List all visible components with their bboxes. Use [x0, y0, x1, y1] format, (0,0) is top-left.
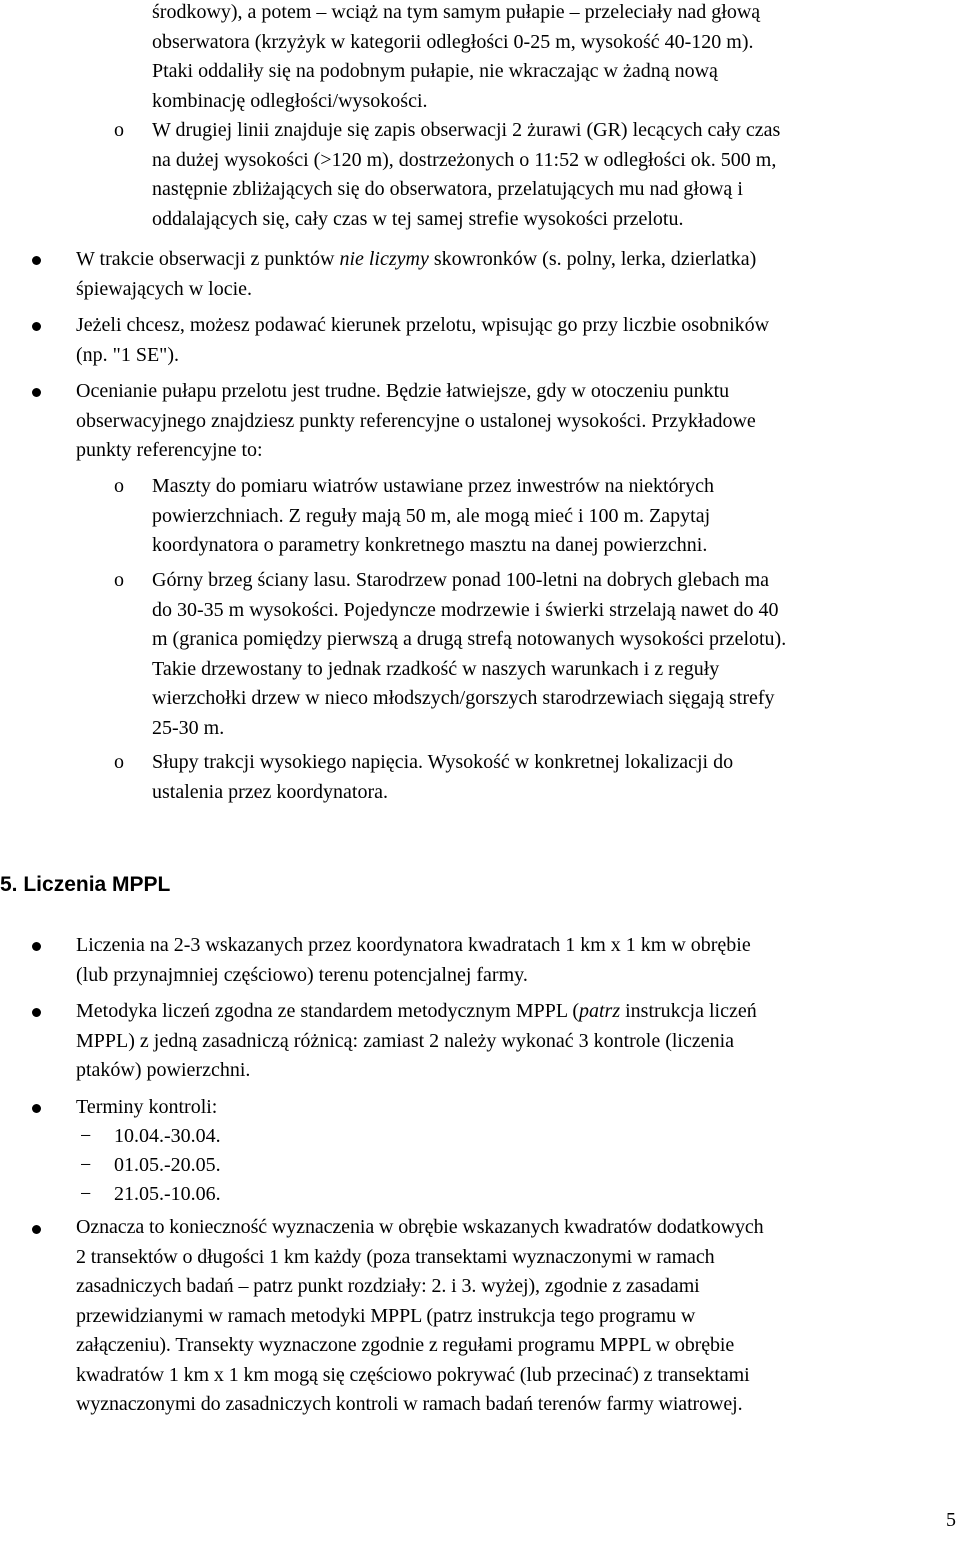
text-line: Ocenianie pułapu przelotu jest trudne. Będzie łatwiejsze, gdy w otoczeniu punktu	[76, 380, 730, 402]
bullet-icon	[32, 1008, 41, 1017]
text-line: Słupy trakcji wysokiego napięcia. Wysokość w konkretnej lokalizacji do	[152, 751, 734, 773]
bullet-icon	[32, 388, 41, 397]
bullet-icon	[32, 322, 41, 331]
text-line	[76, 245, 960, 275]
date-range: 21.05.-10.06.	[114, 1183, 221, 1205]
date-range: 01.05.-20.05.	[114, 1154, 221, 1176]
text-span: skowronków (s. polny, lerka, dzierlatka)	[428, 248, 757, 270]
text-line: na dużej wysokości (>120 m), dostrzeżonych o 11:52 w odległości ok. 500 m,	[152, 148, 777, 171]
text-span: Metodyka liczeń zgodna ze standardem metodycznym MPPL (	[76, 1000, 579, 1022]
ref-point-pylons	[152, 748, 952, 807]
text-line: W drugiej linii znajduje się zapis obserwacji 2 żurawi (GR) lecących cały czas	[152, 119, 781, 141]
sub-bullet-marker: o	[114, 569, 124, 591]
text-span: W trakcie obserwacji z punktów	[76, 248, 340, 270]
text-line	[76, 997, 960, 1027]
text-line: załączeniu). Transekty wyznaczone zgodnie z regułami programu MPPL w obrębie	[76, 1334, 735, 1356]
text-line: następnie zbliżających się do obserwatora, przelatujących mu nad głową i	[152, 178, 743, 200]
ref-point-masts	[152, 472, 952, 561]
bullet-direction	[76, 311, 960, 370]
text-line: powierzchniach. Z reguły mają 50 m, ale mogą mieć i 100 m. Zapytaj	[152, 504, 711, 527]
text-line: obserwatora (krzyżyk w kategorii odległości 0-25 m, wysokość 40-120 m).	[152, 30, 754, 53]
text-line: środkowy), a potem – wciąż na tym samym pułapie – przeleciały nad głową	[152, 1, 761, 23]
text-line: Jeżeli chcesz, możesz podawać kierunek przelotu, wpisując go przy liczbie osobników	[76, 314, 770, 336]
continuation-paragraph	[152, 0, 952, 116]
text-line: Liczenia na 2-3 wskazanych przez koordynatora kwadratach 1 km x 1 km w obrębie	[76, 934, 751, 956]
bullet-icon	[32, 942, 41, 951]
text-line: zasadniczych badań – patrz punkt rozdziały: 2. i 3. wyżej), zgodnie z zasadami	[76, 1275, 700, 1297]
emphasis-text: patrz	[579, 1000, 621, 1022]
bullet-squares	[76, 931, 960, 990]
text-line: kombinację odległości/wysokości.	[152, 89, 428, 112]
dash-marker: −	[80, 1154, 92, 1176]
text-line: do 30-35 m wysokości. Pojedyncze modrzewie i świerki strzelają nawet do 40	[152, 598, 779, 621]
text-line: oddalających się, cały czas w tej samej strefie wysokości przelotu.	[152, 207, 684, 230]
text-line: obserwacyjnego znajdziesz punkty referencyjne o ustalonej wysokości. Przykładowe	[76, 409, 756, 432]
bullet-methodology	[76, 997, 960, 1086]
text-line: punkty referencyjne to:	[76, 439, 263, 461]
text-line: przewidzianymi w ramach metodyki MPPL (patrz instrukcja tego programu w	[76, 1304, 696, 1327]
text-line: Górny brzeg ściany lasu. Starodrzew ponad 100-letni na dobrych glebach ma	[152, 569, 770, 591]
sub-bullet-marker: o	[114, 751, 124, 773]
bullet-transects	[76, 1213, 960, 1420]
text-line: Ptaki oddaliły się na podobnym pułapie, nie wkraczając w żadną nową	[152, 60, 718, 82]
ref-point-forest	[152, 566, 952, 743]
text-line: Takie drzewostany to jednak rzadkość w naszych warunkach i z reguły	[152, 657, 720, 680]
text-line: (np. "1 SE").	[76, 343, 179, 366]
bullet-icon	[32, 256, 41, 265]
emphasis-text: nie liczymy	[339, 248, 429, 270]
text-line: 25-30 m.	[152, 716, 225, 739]
sub-bullet-marker: o	[114, 475, 124, 497]
text-line: ustalenia przez koordynatora.	[152, 780, 389, 803]
date-range: 10.04.-30.04.	[114, 1125, 221, 1147]
bullet-icon	[32, 1104, 41, 1113]
text-line: 2 transektów o długości 1 km każdy (poza transektami wyznaczonymi w ramach	[76, 1245, 715, 1268]
text-line: (lub przynajmniej częściowo) terenu potencjalnej farmy.	[76, 963, 528, 986]
sub-item-cranes	[152, 116, 952, 234]
section-heading: 5. Liczenia MPPL	[0, 873, 171, 896]
text-line: koordynatora o parametry konkretnego masztu na danej powierzchni.	[152, 534, 708, 556]
text-line: wierzchołki drzew w nieco młodszych/gorszych starodrzewiach sięgają strefy	[152, 687, 775, 709]
text-line: ptaków) powierzchni.	[76, 1059, 251, 1081]
bullet-icon	[32, 1225, 41, 1234]
text-line: m (granica pomiędzy pierwszą a drugą strefą notowanych wysokości przelotu).	[152, 628, 787, 650]
sub-bullet-marker: o	[114, 119, 124, 141]
text-line: Oznacza to konieczność wyznaczenia w obrębie wskazanych kwadratów dodatkowych	[76, 1216, 764, 1238]
text-line: kwadratów 1 km x 1 km mogą się częściowo pokrywać (lub przecinać) z transektami	[76, 1363, 750, 1386]
dash-marker: −	[80, 1183, 92, 1205]
text-span: instrukcja liczeń	[620, 1000, 757, 1022]
text-line: MPPL) z jedną zasadniczą różnicą: zamiast 2 należy wykonać 3 kontrole (liczenia	[76, 1029, 735, 1052]
bullet-altitude	[76, 377, 960, 466]
bullet-dates-label: Terminy kontroli:	[76, 1096, 218, 1118]
text-line: wyznaczonymi do zasadniczych kontroli w ramach badań terenów farmy wiatrowej.	[76, 1393, 743, 1415]
bullet-skylarks	[76, 245, 960, 304]
dash-marker: −	[80, 1125, 92, 1147]
text-line: Maszty do pomiaru wiatrów ustawiane przez inwestrów na niektórych	[152, 475, 715, 497]
page-number: 5	[946, 1509, 956, 1531]
text-line: śpiewających w locie.	[76, 277, 253, 300]
